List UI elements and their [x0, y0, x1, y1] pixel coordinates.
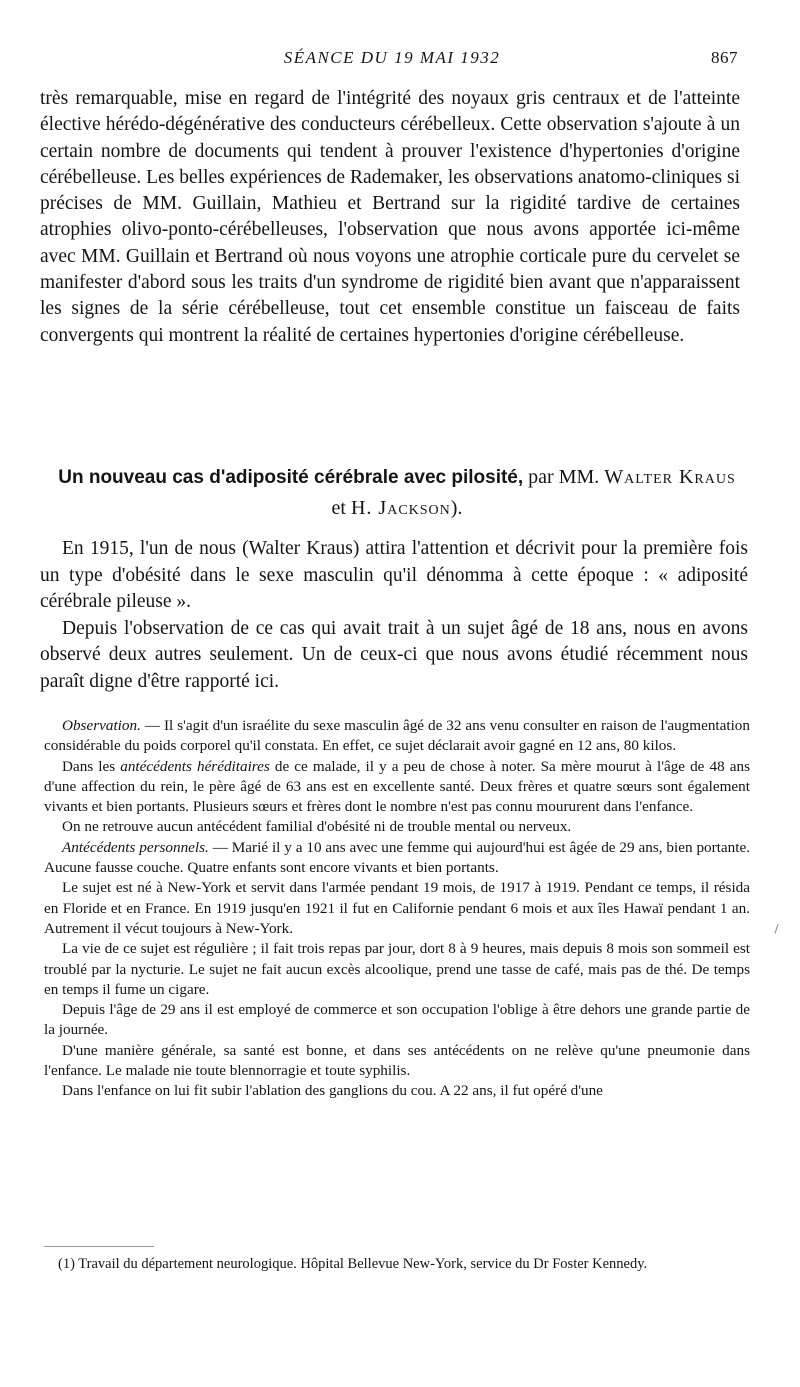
- footnote-divider: [44, 1246, 154, 1247]
- intro-text: [40, 536, 748, 696]
- article-title: Un nouveau cas d'adiposité cérébrale avec pilosité,: [58, 467, 524, 488]
- observation-paragraph-2-text: de ce malade, il y a peu de chose à noter. Sa mère mourut à l'âge de 48 ans d'une affection du rein, le père âgé de 63 ans est en excellente santé. Deux frères et quatre sœurs sont également vivants et bien portants. Plusieurs sœurs et frères dont le nombre n'est pas connu moururent dans l'enfance.: [44, 757, 750, 816]
- observation-paragraph-2-lead: Dans les: [62, 757, 121, 775]
- personal-label: Antécédents personnels.: [62, 838, 209, 856]
- intro-paragraph-1: En 1915, l'un de nous (Walter Kraus) attira l'attention et décrivit pour la première fois un type d'obésité dans le sexe masculin qu'il dénomma à cette époque : « adiposité cérébrale pileuse ».: [40, 538, 748, 613]
- observation-paragraph-1-text: — Il s'agit d'un israélite du sexe masculin âgé de 32 ans venu consulter en raison de l'augmentation considérable du poids corporel qu'il constata. En effet, ce sujet déclarait avoir gagné en 12 ans, 80 kilos.: [44, 717, 750, 755]
- observation-paragraph-3: On ne retrouve aucun antécédent familial d'obésité ni de trouble mental ou nerveux.: [62, 818, 572, 836]
- margin-mark: [775, 924, 781, 934]
- page-number: 867: [711, 48, 738, 67]
- observation-paragraph-9: Dans l'enfance on lui fit subir l'ablation des ganglions du cou. A 22 ans, il fut opéré d'une: [62, 1082, 603, 1100]
- observation-paragraph-4-text: — Marié il y a 10 ans avec une femme qui aujourd'hui est âgée de 29 ans, bien portante. Aucune fausse couche. Quatre enfants sont encore vivants et bien portants.: [44, 838, 750, 877]
- observation-paragraph-2: [44, 757, 750, 818]
- section-title: [40, 462, 754, 523]
- header-title: SÉANCE DU 19 MAI 1932: [283, 48, 501, 67]
- author-1: Walter Kraus: [604, 466, 736, 488]
- continuation-paragraph: très remarquable, mise en regard de l'intégrité des noyaux gris centraux et de l'atteinte élective hérédo-dégénérative des conducteurs cérébelleux. Cette observation s'ajoute à un certain nombre de documents qui tendent à prouver l'existence d'hypertonies d'origine cérébelleuse. Les belles expériences de Rademaker, les observations anatomo-cliniques si précises de MM. Guillain, Mathieu et Bertrand sur la rigidité tardive de certaines atrophies olivo-ponto-cérébelleuses, l'observation que nous avons apportée ici-même avec MM. Guillain et Bertrand où nous voyons une atrophie corticale pure du cervelet se manifester d'abord sous les traits d'un syndrome de rigidité bien avant que n'apparaissent les signes de la série cérébelleuse, tout cet ensemble constitue un faisceau de faits convergents qui montrent la réalité de certaines hypertonies d'origine cérébelleuse.: [40, 88, 740, 346]
- observation-label: Observation.: [62, 717, 141, 734]
- observation-paragraph-5: Le sujet est né à New-York et servit dans l'armée pendant 19 mois, de 1917 à 1919. Pendant ce temps, il résida en Floride et en France. En 1919 jusqu'en 1921 il fut en Californie pendant 6 mois et aux îles Hawaï pendant 1 an. Autrement il vécut toujours à New-York.: [44, 879, 750, 937]
- observation-text: [44, 716, 750, 1102]
- title-end: ).: [450, 497, 463, 519]
- running-header: [46, 48, 738, 72]
- hereditary-label: antécédents héréditaires: [120, 757, 270, 775]
- observation-paragraph-1: [44, 716, 750, 757]
- author-join: et: [331, 497, 351, 519]
- continuation-text: [40, 86, 740, 349]
- footnote-text: (1) Travail du département neurologique. Hôpital Bellevue New-York, service du Dr Foster Kennedy.: [58, 1256, 648, 1272]
- intro-paragraph-2: Depuis l'observation de ce cas qui avait trait à un sujet âgé de 18 ans, nous en avons observé deux autres seulement. Un de ceux-ci que nous avons étudié récemment nous paraît digne d'être rapporté ici.: [40, 617, 748, 692]
- title-by: par MM.: [523, 466, 605, 488]
- observation-paragraph-7: Depuis l'âge de 29 ans il est employé de commerce et son occupation l'oblige à être dehors une grande partie de la journée.: [44, 1001, 750, 1039]
- author-2: H. Jackson: [350, 497, 451, 519]
- observation-paragraph-8: D'une manière générale, sa santé est bonne, et dans ses antécédents on ne relève qu'une pneumonie dans l'enfance. Le malade nie toute blennorragie et toute syphilis.: [44, 1041, 750, 1080]
- observation-paragraph-6: La vie de ce sujet est régulière ; il fait trois repas par jour, dort 8 à 9 heures, mais depuis 8 mois son sommeil est troublé par la nycturie. Le sujet ne fait aucun excès alcoolique, prend une tasse de café, mais pas de thé. De temps en temps il fume un cigare.: [44, 940, 750, 998]
- observation-paragraph-4: [44, 838, 750, 879]
- footnote: [44, 1254, 750, 1274]
